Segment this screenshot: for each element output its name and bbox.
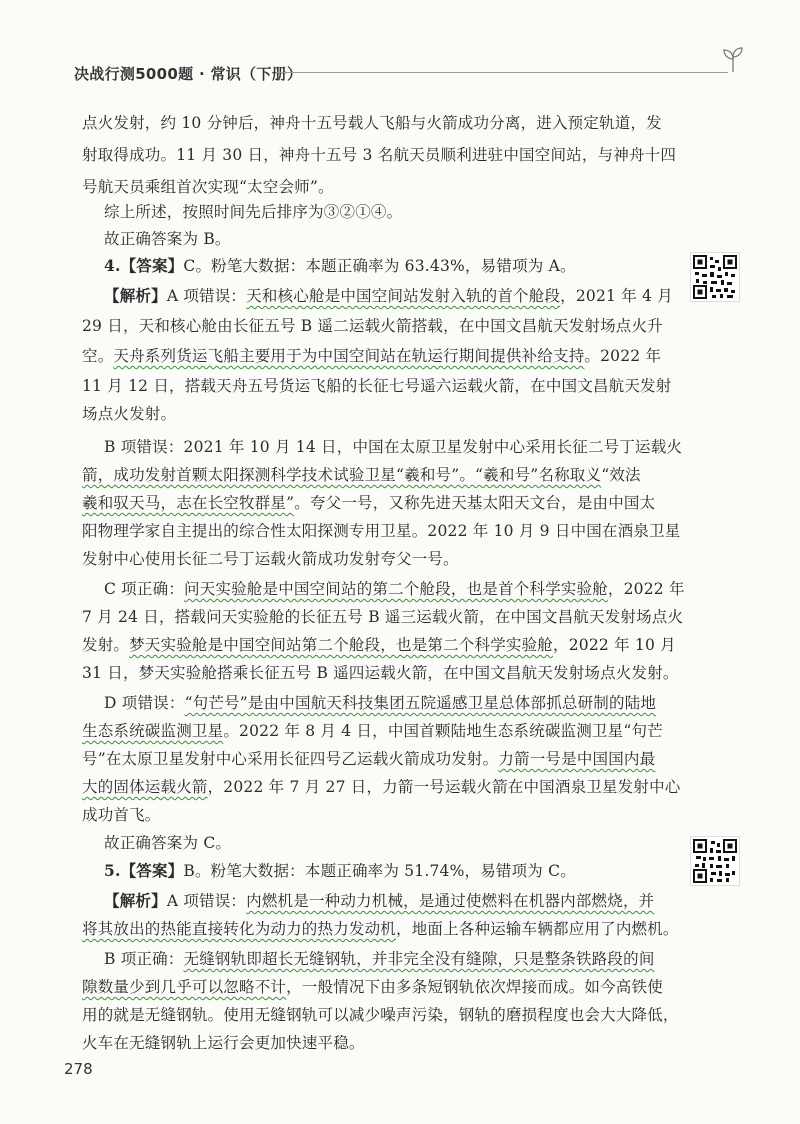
qr-code-icon xyxy=(691,253,739,301)
text-line: 发射中心使用长征二号丁运载火箭成功发射夸父一号。 xyxy=(82,550,459,568)
text-line: 发射。梦天实验舱是中国空间站第二个舱段，也是第二个科学实验舱，2022 年 10 月 xyxy=(82,636,676,654)
option-b-line: B 项正确：无缝钢轨即超长无缝钢轨，并非完全没有缝隙，只是整条铁路段的间 xyxy=(104,950,655,968)
answer-conclusion: 故正确答案为 C。 xyxy=(104,834,232,852)
text-line: 11 月 12 日，搭载天舟五号货运飞船的长征七号遥六运载火箭，在中国文昌航天发射 xyxy=(82,377,672,395)
text-line: 7 月 24 日，搭载问天实验舱的长征五号 B 遥三运载火箭，在中国文昌航天发射场点火 xyxy=(82,608,684,626)
qr-code[interactable] xyxy=(690,836,740,886)
text-line: 阳物理学家自主提出的综合性太阳探测专用卫星。2022 年 10 月 9 日中国在酒泉卫星 xyxy=(82,522,681,540)
text-line: 将其放出的热能直接转化为动力的热力发动机，地面上各种运输车辆都应用了内燃机。 xyxy=(82,920,679,938)
text-line: 31 日，梦天实验舱搭乘长征五号 B 遥四运载火箭，在中国文昌航天发射场点火发射。 xyxy=(82,664,679,682)
analysis-label: 【解析】 xyxy=(104,286,167,305)
text-line: 箭，成功发射首颗太阳探测科学技术试验卫星“羲和号”。“羲和号”名称取义“效法 xyxy=(82,466,641,484)
q4-analysis-line: 【解析】A 项错误：天和核心舱是中国空间站发射入轨的首个舱段，2021 年 4 月 xyxy=(104,286,673,305)
running-header-title: 决战行测5000题 · 常识（下册） xyxy=(74,65,303,83)
qr-code-icon xyxy=(691,837,739,885)
sprout-icon xyxy=(720,44,746,74)
text-line: 成功首飞。 xyxy=(82,806,161,824)
option-b-line: B 项错误：2021 年 10 月 14 日，中国在太原卫星发射中心采用长征二号丁运载火 xyxy=(104,438,683,456)
text-line: 大的固体运载火箭，2022 年 7 月 27 日，力箭一号运载火箭在中国酒泉卫星发射中心 xyxy=(82,778,681,796)
answer-label: 4.【答案】 xyxy=(104,256,184,275)
text-line: 用的就是无缝钢轨。使用无缝钢轨可以减少噪声污染，钢轨的磨损程度也会大大降低， xyxy=(82,1006,679,1024)
text-line: 场点火发射。 xyxy=(82,405,177,423)
q5-answer-line: 5.【答案】B。粉笔大数据：本题正确率为 51.74%，易错项为 C。 xyxy=(104,861,576,880)
q5-analysis-line: 【解析】A 项错误：内燃机是一种动力机械，是通过使燃料在机器内部燃烧，并 xyxy=(104,891,655,910)
analysis-label: 【解析】 xyxy=(104,891,167,910)
text-line: 号”在太原卫星发射中心采用长征四号乙运载火箭成功发射。力箭一号是中国国内最 xyxy=(82,750,656,768)
text-line: 29 日，天和核心舱由长征五号 B 遥二运载火箭搭载，在中国文昌航天发射场点火升 xyxy=(82,317,663,335)
answer-conclusion: 故正确答案为 B。 xyxy=(104,230,231,248)
text-line: 点火发射，约 10 分钟后，神舟十五号载人飞船与火箭成功分离，进入预定轨道，发 xyxy=(82,114,662,132)
text-line: 空。天舟系列货运飞船主要用于为中国空间站在轨运行期间提供补给支持。2022 年 xyxy=(82,347,662,365)
option-d-line: D 项错误：“句芒号”是由中国航天科技集团五院遥感卫星总体部抓总研制的陆地 xyxy=(104,694,657,712)
text-line: 隙数量少到几乎可以忽略不计，一般情况下由多条短钢轨依次焊接而成。如今高铁使 xyxy=(82,978,663,996)
option-c-line: C 项正确：问天实验舱是中国空间站的第二个舱段，也是首个科学实验舱，2022 年 xyxy=(104,580,685,598)
text-line: 生态系统碳监测卫星。2022 年 8 月 4 日，中国首颗陆地生态系统碳监测卫星“句芒 xyxy=(82,722,663,740)
header-rule xyxy=(276,72,728,73)
text-line: 羲和驭天马，志在长空牧群星”。夸父一号，又称先进天基太阳天文台，是由中国太 xyxy=(82,494,656,512)
answer-label: 5.【答案】 xyxy=(104,861,184,880)
qr-code[interactable] xyxy=(690,252,740,302)
page-number: 278 xyxy=(64,1060,93,1078)
summary-line: 综上所述，按照时间先后排序为③②①④。 xyxy=(104,203,403,221)
q4-answer-line: 4.【答案】C。粉笔大数据：本题正确率为 63.43%，易错项为 A。 xyxy=(104,256,576,275)
text-line: 号航天员乘组首次实现“太空会师”。 xyxy=(82,178,334,196)
text-line: 射取得成功。11 月 30 日，神舟十五号 3 名航天员顺利进驻中国空间站，与神舟十四 xyxy=(82,146,677,164)
text-line: 火车在无缝钢轨上运行会更加快速平稳。 xyxy=(82,1034,365,1052)
